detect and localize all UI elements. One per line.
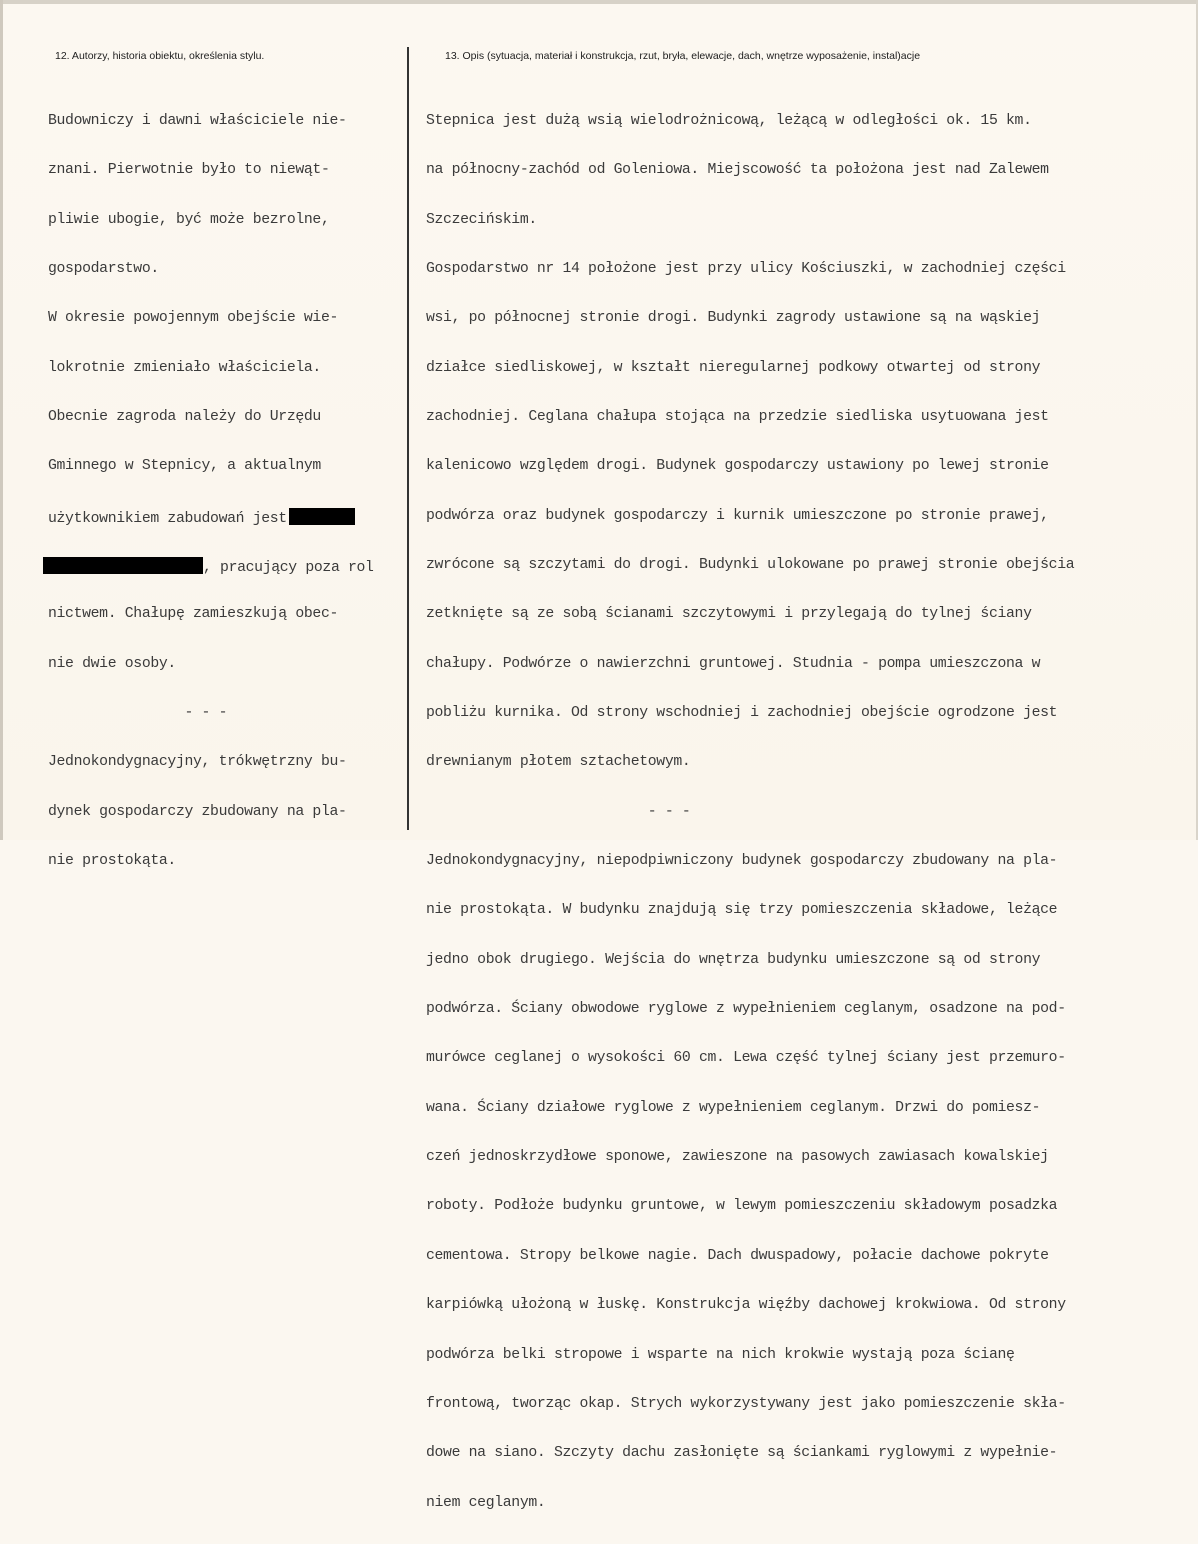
text-line: roboty. Podłoże budynku gruntowe, w lewym pomieszczeniu składowym posadzka — [426, 1198, 1058, 1215]
text-line: frontową, tworząc okap. Strych wykorzystywany jest jako pomieszczenie skła- — [426, 1395, 1066, 1412]
text-line: pliwie ubogie, być może bezrolne, — [48, 211, 330, 228]
section-12-heading: 12. Autorzy, historia obiektu, określenia stylu. — [55, 50, 265, 62]
section-12-text — [48, 80, 374, 902]
text-line: nictwem. Chałupę zamieszkują obec- — [48, 606, 339, 623]
text-line: dynek gospodarczy zbudowany na pla- — [48, 803, 347, 820]
section-13-text — [426, 80, 1074, 1544]
separator-dashes: - - - — [426, 803, 691, 820]
text-line: zachodniej. Ceglana chałupa stojąca na przedzie siedliska usytuowana jest — [426, 408, 1049, 425]
redaction-bar — [43, 557, 203, 574]
text-line: czeń jednoskrzydłowe sponowe, zawieszone na pasowych zawiasach kowalskiej — [426, 1149, 1049, 1166]
text-line-with-redaction — [48, 557, 374, 576]
text-line: wana. Ściany działowe ryglowe z wypełnieniem ceglanym. Drzwi do pomiesz- — [426, 1099, 1041, 1116]
text-line: nie prostokąta. W budynku znajdują się trzy pomieszczenia składowe, leżące — [426, 902, 1058, 919]
text-line: dowe na siano. Szczyty dachu zasłonięte są ściankami ryglowymi z wypełnie- — [426, 1445, 1058, 1462]
text-line: Gminnego w Stepnicy, a aktualnym — [48, 458, 321, 475]
text-line: Gospodarstwo nr 14 położone jest przy ulicy Kościuszki, w zachodniej części — [426, 260, 1066, 277]
text-line: lokrotnie zmieniało właściciela. — [48, 359, 321, 376]
section-13-heading: 13. Opis (sytuacja, materiał i konstrukcja, rzut, bryła, elewacje, dach, wnętrze wyposażenie, instal)acje — [445, 50, 921, 62]
text-line: chałupy. Podwórze o nawierzchni gruntowej. Studnia - pompa umieszczona w — [426, 655, 1041, 672]
text-line: Szczecińskim. — [426, 211, 537, 228]
separator-dashes: - - - — [48, 705, 228, 722]
text-line: podwórza. Ściany obwodowe ryglowe z wypełnieniem ceglanym, osadzone na pod- — [426, 1001, 1066, 1018]
text-line: wsi, po północnej stronie drogi. Budynki zagrody ustawione są na wąskiej — [426, 310, 1041, 327]
text-line: Obecnie zagroda należy do Urzędu — [48, 408, 321, 425]
sheet-left-edge — [0, 0, 3, 840]
text-line: zwrócone są szczytami do drogi. Budynki ulokowane po prawej stronie obejścia — [426, 557, 1075, 573]
text-line: Budowniczy i dawni właściciele nie- — [48, 112, 347, 129]
text-line-with-redaction — [48, 508, 374, 527]
text-line: na północny-zachód od Goleniowa. Miejscowość ta położona jest nad Zalewem — [426, 162, 1049, 179]
text-line: pobliżu kurnika. Od strony wschodniej i zachodniej obejście ogrodzone jest — [426, 705, 1058, 722]
text-line: nie dwie osoby. — [48, 655, 176, 672]
text-line: Jednokondygnacyjny, trókwętrzny bu- — [48, 754, 347, 771]
column-divider — [407, 47, 409, 830]
text-line: jedno obok drugiego. Wejścia do wnętrza budynku umieszczone są od strony — [426, 951, 1041, 968]
text-line: murówce ceglanej o wysokości 60 cm. Lewa część tylnej ściany jest przemuro- — [426, 1050, 1066, 1067]
text-line: podwórza oraz budynek gospodarczy i kurnik umieszczone po stronie prawej, — [426, 507, 1049, 524]
text-line: gospodarstwo. — [48, 260, 159, 277]
text-line: Stepnica jest dużą wsią wielodrożnicową, leżącą w odległości ok. 15 km. — [426, 112, 1032, 129]
text-line: znani. Pierwotnie było to niewąt- — [48, 162, 330, 179]
text-line: W okresie powojennym obejście wie- — [48, 310, 339, 327]
redaction-bar — [289, 508, 355, 525]
text-line: działce siedliskowej, w kształt nieregularnej podkowy otwartej od strony — [426, 359, 1041, 376]
text-line: kalenicowo względem drogi. Budynek gospodarczy ustawiony po lewej stronie — [426, 458, 1049, 475]
text-line: zetknięte są ze sobą ścianami szczytowymi i przylegają do tylnej ściany — [426, 606, 1032, 623]
sheet-top-edge — [0, 0, 1198, 4]
text-line: podwórza belki stropowe i wsparte na nich krokwie wystają poza ścianę — [426, 1346, 1015, 1363]
text-line: , pracujący poza rol — [203, 560, 374, 576]
text-line: karpiówką ułożoną w łuskę. Konstrukcja więźby dachowej krokwiowa. Od strony — [426, 1297, 1066, 1314]
text-line: Jednokondygnacyjny, niepodpiwniczony budynek gospodarczy zbudowany na pla- — [426, 853, 1058, 870]
text-line: użytkownikiem zabudowań jest — [48, 510, 287, 527]
text-line: niem ceglanym. — [426, 1494, 546, 1511]
text-line: nie prostokąta. — [48, 853, 176, 870]
text-line: drewnianym płotem sztachetowym. — [426, 754, 691, 771]
text-line: cementowa. Stropy belkowe nagie. Dach dwuspadowy, połacie dachowe pokryte — [426, 1247, 1049, 1264]
